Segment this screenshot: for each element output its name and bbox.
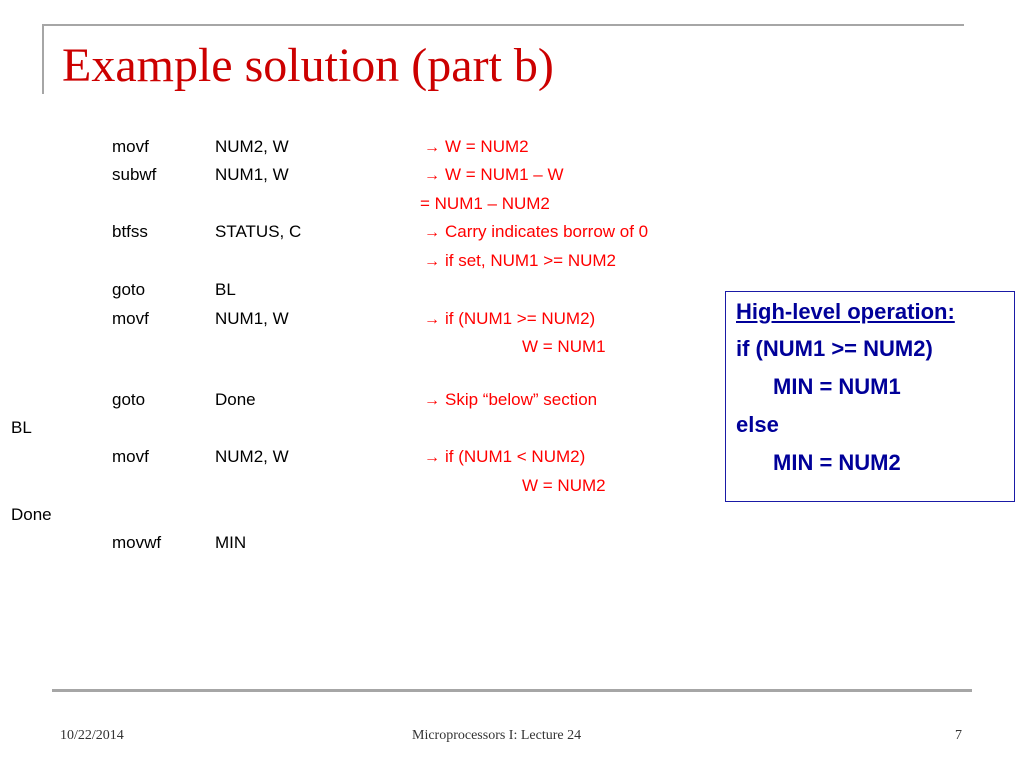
code-operand: NUM2, W — [215, 137, 289, 156]
code-comment-text: Skip “below” section — [445, 390, 598, 409]
code-comment-text: W = NUM2 — [445, 137, 529, 156]
arrow-icon: → — [424, 449, 440, 466]
code-comment-text: Carry indicates borrow of 0 — [445, 222, 649, 241]
code-comment — [424, 447, 585, 468]
code-operand: NUM1, W — [215, 309, 289, 328]
code-comment-text: W = NUM1 – W — [445, 165, 564, 184]
code-mnemonic: subwf — [112, 165, 157, 184]
arrow-icon: → — [424, 167, 440, 184]
frame-top-rule — [42, 24, 964, 26]
high-level-if-line: if (NUM1 >= NUM2) — [736, 336, 933, 361]
code-comment-text: if (NUM1 < NUM2) — [445, 447, 586, 466]
code-operand: Done — [215, 390, 256, 409]
high-level-then-line: MIN = NUM1 — [773, 374, 901, 399]
arrow-icon: → — [424, 253, 440, 270]
footer-date: 10/22/2014 — [60, 728, 124, 743]
code-operand: NUM2, W — [215, 447, 289, 466]
code-operand: MIN — [215, 533, 247, 552]
code-mnemonic: movf — [112, 447, 149, 466]
code-mnemonic: movf — [112, 309, 149, 328]
code-comment — [424, 390, 597, 411]
code-mnemonic: movwf — [112, 533, 162, 552]
code-mnemonic: movf — [112, 137, 149, 156]
footer-rule — [52, 689, 972, 692]
high-level-else-body-line: MIN = NUM2 — [773, 450, 901, 475]
code-operand: STATUS, C — [215, 222, 302, 241]
slide-title: Example solution (part b) — [62, 39, 554, 92]
high-level-else-line: else — [736, 412, 779, 437]
code-mnemonic: btfss — [112, 222, 148, 241]
code-comment — [424, 309, 595, 330]
code-comment — [424, 251, 616, 272]
code-label: BL — [11, 418, 32, 437]
high-level-operation-box — [725, 291, 1015, 502]
code-operand: NUM1, W — [215, 165, 289, 184]
code-comment — [424, 222, 648, 243]
arrow-icon: → — [424, 224, 440, 241]
code-comment-continuation: = NUM1 – NUM2 — [420, 194, 550, 213]
code-mnemonic: goto — [112, 280, 146, 299]
code-comment-continuation: W = NUM2 — [522, 476, 606, 495]
frame-left-rule — [42, 24, 44, 94]
code-label: Done — [11, 505, 52, 524]
code-comment-text: if set, NUM1 >= NUM2 — [445, 251, 616, 270]
code-comment — [424, 137, 529, 158]
high-level-heading: High-level operation: — [736, 299, 955, 324]
arrow-icon: → — [424, 139, 440, 156]
code-mnemonic: goto — [112, 390, 146, 409]
code-operand: BL — [215, 280, 236, 299]
footer-page-number: 7 — [955, 728, 962, 743]
arrow-icon: → — [424, 311, 440, 328]
code-comment — [424, 165, 564, 186]
footer-course: Microprocessors I: Lecture 24 — [412, 728, 582, 743]
code-comment-continuation: W = NUM1 — [522, 337, 606, 356]
code-comment-text: if (NUM1 >= NUM2) — [445, 309, 596, 328]
arrow-icon: → — [424, 392, 440, 409]
